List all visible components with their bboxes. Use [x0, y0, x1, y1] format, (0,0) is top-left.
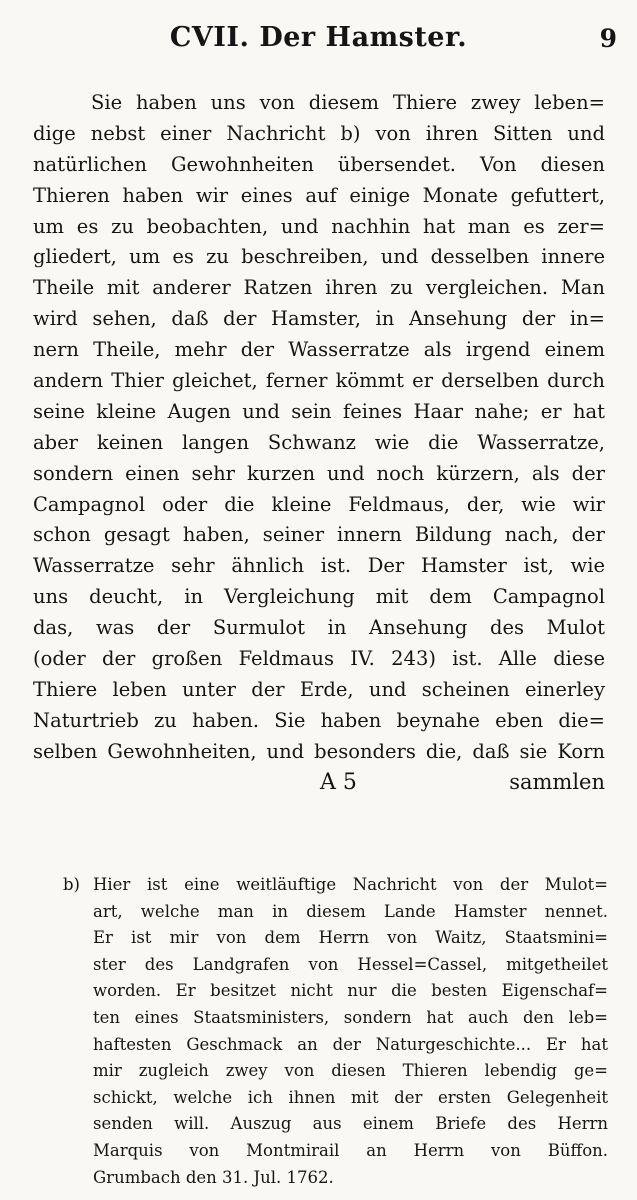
- page-number: 9: [599, 24, 617, 53]
- footnote-line: schickt, welche ich ihnen mit der ersten Gelegenheit: [93, 1087, 608, 1107]
- text-line: dige nebst einer Nachricht b) von ihren Sitten und: [33, 121, 605, 145]
- text-line: selben Gewohnheiten, und besonders die, daß sie Korn: [33, 739, 605, 763]
- footnote-line: Er ist mir von dem Herrn von Waitz, Staatsmini=: [93, 928, 608, 948]
- text-line: Naturtrieb zu haben. Sie haben beynahe eben die=: [33, 708, 605, 732]
- text-line: Theile mit anderer Ratzen ihren zu vergleichen. Man: [33, 276, 605, 300]
- text-line: um es zu beobachten, und nachhin hat man es zer=: [33, 214, 605, 238]
- signature-row: [33, 770, 605, 804]
- text-line: sondern einen sehr kurzen und noch kürzern, als der: [33, 461, 605, 485]
- text-line: Sie haben uns von diesem Thiere zwey leben=: [91, 91, 605, 114]
- text-line: Campagnol oder die kleine Feldmaus, der, wie wir: [33, 492, 605, 516]
- footnote-line: [63, 872, 608, 899]
- text-line: (oder der großen Feldmaus IV. 243) ist. Alle diese: [33, 647, 605, 671]
- text-line: gliedert, um es zu beschreiben, und desselben innere: [33, 245, 605, 269]
- text-line: schon gesagt haben, seiner innern Bildung nach, der: [33, 523, 605, 547]
- catchword: sammlen: [509, 770, 605, 794]
- footnote-marker: b): [63, 875, 80, 894]
- footnote-line: ster des Landgrafen von Hessel=Cassel, mitgetheilet: [93, 954, 608, 974]
- text-line: nern Theile, mehr der Wasserratze als irgend einem: [33, 338, 605, 362]
- text-line: Thiere leben unter der Erde, und scheinen einerley: [33, 677, 605, 701]
- footnote-line: Marquis von Montmirail an Herrn von Büffon.: [93, 1140, 608, 1160]
- main-text: [33, 88, 605, 768]
- text-line: das, was der Surmulot in Ansehung des Mulot: [33, 616, 605, 640]
- signature-mark: A 5: [320, 770, 357, 795]
- footnote-line: haftesten Geschmack an der Naturgeschichte... Er hat: [93, 1034, 608, 1054]
- text-line: natürlichen Gewohnheiten übersendet. Von diesen: [33, 152, 605, 176]
- footnote-text: Hier ist eine weitläuftige Nachricht von der Mulot=: [93, 875, 608, 894]
- text-line: Wasserratze sehr ähnlich ist. Der Hamster ist, wie: [33, 554, 605, 578]
- running-header: [0, 22, 637, 62]
- text-line: seine kleine Augen und sein feines Haar nahe; er hat: [33, 399, 605, 423]
- footnote-line: mir zugleich zwey von diesen Thieren lebendig ge=: [93, 1061, 608, 1081]
- footnote-line: art, welche man in diesem Lande Hamster nennet.: [93, 901, 608, 921]
- footnote-line: Grumbach den 31. Jul. 1762.: [93, 1167, 334, 1187]
- footnote: [63, 872, 608, 1191]
- text-line: andern Thier gleichet, ferner kömmt er derselben durch: [33, 369, 605, 393]
- footnote-line: ten eines Staatsministers, sondern hat auch den leb=: [93, 1007, 608, 1027]
- text-line: uns deucht, in Vergleichung mit dem Campagnol: [33, 585, 605, 609]
- footnote-line: senden will. Auszug aus einem Briefe des Herrn: [93, 1114, 608, 1134]
- chapter-title: CVII. Der Hamster.: [169, 22, 468, 53]
- text-line: wird sehen, daß der Hamster, in Ansehung der in=: [33, 307, 605, 331]
- text-line: Thieren haben wir eines auf einige Monate gefuttert,: [33, 183, 605, 207]
- text-line: aber keinen langen Schwanz wie die Wasserratze,: [33, 430, 605, 454]
- footnote-line: worden. Er besitzet nicht nur die besten Eigenschaf=: [93, 981, 608, 1001]
